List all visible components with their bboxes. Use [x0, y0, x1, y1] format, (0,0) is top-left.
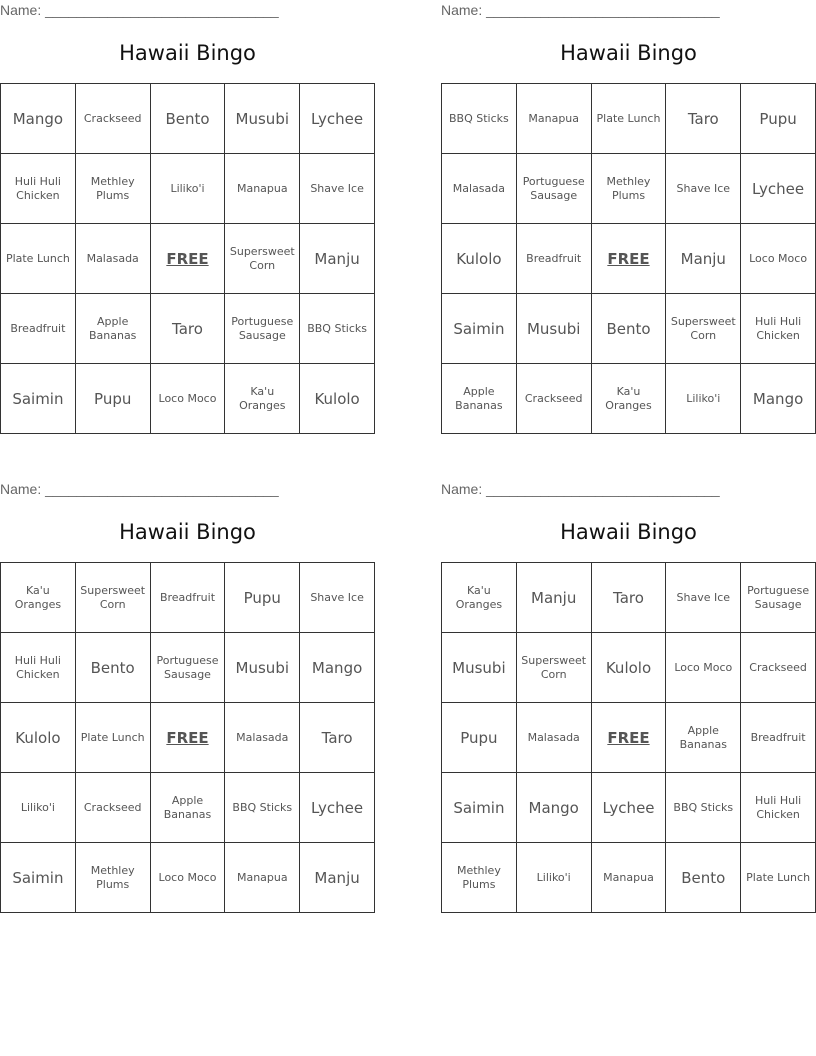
bingo-cell: Portuguese Sausage: [741, 563, 816, 633]
bingo-cell: Huli Huli Chicken: [741, 773, 816, 843]
bingo-grid: [0, 562, 375, 913]
card-title: Hawaii Bingo: [560, 520, 697, 544]
bingo-cell: Kulolo: [300, 364, 375, 434]
bingo-cell: Taro: [151, 294, 226, 364]
bingo-cell: Pupu: [442, 703, 517, 773]
bingo-cell: Apple Bananas: [442, 364, 517, 434]
bingo-cell: Pupu: [225, 563, 300, 633]
bingo-cell: Lychee: [741, 154, 816, 224]
bingo-cell: Ka'u Oranges: [442, 563, 517, 633]
bingo-cell: Supersweet Corn: [666, 294, 741, 364]
free-space-cell: FREE: [151, 703, 226, 773]
bingo-cell: Shave Ice: [300, 154, 375, 224]
bingo-cell: Plate Lunch: [1, 224, 76, 294]
bingo-cell: Liliko'i: [666, 364, 741, 434]
bingo-cell: Lychee: [592, 773, 667, 843]
bingo-cell: Plate Lunch: [76, 703, 151, 773]
bingo-cell: Malasada: [225, 703, 300, 773]
bingo-cell: Crackseed: [517, 364, 592, 434]
bingo-cell: Breadfruit: [741, 703, 816, 773]
bingo-cell: Shave Ice: [666, 154, 741, 224]
bingo-cell: Methley Plums: [442, 843, 517, 913]
free-space-cell: FREE: [592, 224, 667, 294]
bingo-cell: Portuguese Sausage: [517, 154, 592, 224]
bingo-cell: Manju: [517, 563, 592, 633]
bingo-cell: Breadfruit: [517, 224, 592, 294]
bingo-cell: Ka'u Oranges: [225, 364, 300, 434]
bingo-cell: Breadfruit: [1, 294, 76, 364]
bingo-cell: Shave Ice: [300, 563, 375, 633]
bingo-cell: Ka'u Oranges: [1, 563, 76, 633]
bingo-cell: Musubi: [442, 633, 517, 703]
bingo-cell: Loco Moco: [666, 633, 741, 703]
bingo-cell: Bento: [151, 84, 226, 154]
bingo-cell: Saimin: [442, 294, 517, 364]
bingo-cell: Supersweet Corn: [517, 633, 592, 703]
bingo-cell: Liliko'i: [1, 773, 76, 843]
bingo-cell: Apple Bananas: [76, 294, 151, 364]
bingo-cell: Mango: [517, 773, 592, 843]
bingo-cell: Liliko'i: [517, 843, 592, 913]
name-field: Name: ______________________________: [441, 481, 720, 497]
bingo-cell: Breadfruit: [151, 563, 226, 633]
bingo-cell: Pupu: [76, 364, 151, 434]
bingo-cell: Taro: [300, 703, 375, 773]
bingo-cell: Mango: [1, 84, 76, 154]
bingo-cell: Bento: [592, 294, 667, 364]
bingo-cell: Crackseed: [741, 633, 816, 703]
bingo-cell: Musubi: [225, 84, 300, 154]
bingo-cell: Crackseed: [76, 773, 151, 843]
card-title: Hawaii Bingo: [560, 41, 697, 65]
bingo-cell: Mango: [741, 364, 816, 434]
bingo-cell: Saimin: [1, 843, 76, 913]
bingo-cell: Plate Lunch: [741, 843, 816, 913]
bingo-cell: Kulolo: [1, 703, 76, 773]
bingo-cell: Manju: [666, 224, 741, 294]
bingo-cell: Liliko'i: [151, 154, 226, 224]
bingo-cell: Plate Lunch: [592, 84, 667, 154]
free-space-cell: FREE: [151, 224, 226, 294]
bingo-cell: Saimin: [1, 364, 76, 434]
bingo-cell: BBQ Sticks: [442, 84, 517, 154]
bingo-cell: Shave Ice: [666, 563, 741, 633]
name-field: Name: ______________________________: [0, 2, 279, 18]
bingo-cell: Malasada: [442, 154, 517, 224]
bingo-cell: Pupu: [741, 84, 816, 154]
bingo-cell: Malasada: [517, 703, 592, 773]
bingo-cell: Methley Plums: [76, 154, 151, 224]
bingo-grid: [0, 83, 375, 434]
bingo-cell: Malasada: [76, 224, 151, 294]
bingo-cell: Manju: [300, 224, 375, 294]
bingo-cell: BBQ Sticks: [666, 773, 741, 843]
bingo-grid: [441, 562, 816, 913]
bingo-cell: Kulolo: [442, 224, 517, 294]
bingo-cell: Musubi: [225, 633, 300, 703]
name-field: Name: ______________________________: [0, 481, 279, 497]
bingo-cell: Methley Plums: [592, 154, 667, 224]
bingo-cell: Methley Plums: [76, 843, 151, 913]
bingo-cell: Manapua: [517, 84, 592, 154]
bingo-cell: Bento: [666, 843, 741, 913]
free-space-cell: FREE: [592, 703, 667, 773]
bingo-cell: Mango: [300, 633, 375, 703]
bingo-cell: Lychee: [300, 773, 375, 843]
bingo-grid: [441, 83, 816, 434]
name-field: Name: ______________________________: [441, 2, 720, 18]
bingo-cell: Portuguese Sausage: [151, 633, 226, 703]
card-title: Hawaii Bingo: [119, 41, 256, 65]
bingo-cell: Loco Moco: [151, 843, 226, 913]
bingo-cell: Bento: [76, 633, 151, 703]
bingo-cell: Saimin: [442, 773, 517, 843]
bingo-cell: Supersweet Corn: [225, 224, 300, 294]
bingo-cell: Apple Bananas: [666, 703, 741, 773]
bingo-cell: BBQ Sticks: [225, 773, 300, 843]
bingo-cell: Loco Moco: [741, 224, 816, 294]
card-title: Hawaii Bingo: [119, 520, 256, 544]
bingo-cell: Crackseed: [76, 84, 151, 154]
bingo-cell: Musubi: [517, 294, 592, 364]
bingo-cell: Manapua: [225, 154, 300, 224]
bingo-cell: Manju: [300, 843, 375, 913]
bingo-cell: Taro: [666, 84, 741, 154]
bingo-cell: Supersweet Corn: [76, 563, 151, 633]
bingo-cell: Loco Moco: [151, 364, 226, 434]
bingo-cell: Kulolo: [592, 633, 667, 703]
bingo-cell: Portuguese Sausage: [225, 294, 300, 364]
bingo-cell: Apple Bananas: [151, 773, 226, 843]
bingo-cell: Taro: [592, 563, 667, 633]
bingo-cell: BBQ Sticks: [300, 294, 375, 364]
bingo-cell: Huli Huli Chicken: [1, 154, 76, 224]
bingo-cell: Manapua: [225, 843, 300, 913]
bingo-cell: Huli Huli Chicken: [741, 294, 816, 364]
bingo-cell: Lychee: [300, 84, 375, 154]
bingo-cell: Manapua: [592, 843, 667, 913]
bingo-cell: Ka'u Oranges: [592, 364, 667, 434]
bingo-cell: Huli Huli Chicken: [1, 633, 76, 703]
